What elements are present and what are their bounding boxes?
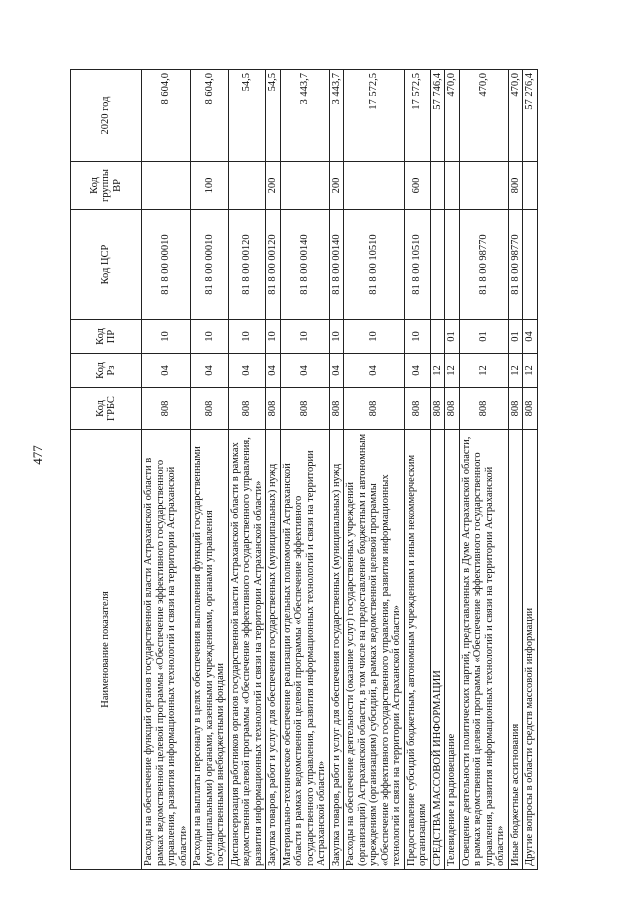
table-cell-rz: 04 — [280, 354, 329, 388]
table-cell-name: Другие вопросы в области средств массовой информации — [523, 430, 538, 870]
table-cell-vr — [523, 162, 538, 210]
table-cell-vr — [430, 162, 445, 210]
table-cell-vr — [142, 162, 191, 210]
table-cell-csr: 81 8 00 00120 — [228, 210, 266, 320]
table-cell-vr — [344, 162, 405, 210]
table-cell-grbs: 808 — [142, 388, 191, 430]
table-row — [523, 70, 538, 870]
table-cell-sum: 470,0 — [445, 70, 460, 162]
table-cell-name: СРЕДСТВА МАССОВОЙ ИНФОРМАЦИИ — [430, 430, 445, 870]
table-row — [344, 70, 405, 870]
table-cell-sum: 57 746,4 — [430, 70, 445, 162]
table-cell-sum: 8 604,0 — [142, 70, 191, 162]
table-cell-grbs: 808 — [508, 388, 523, 430]
table-cell-pr: 01 — [459, 320, 508, 354]
table-cell-rz: 04 — [228, 354, 266, 388]
table-cell-csr: 81 8 00 00010 — [191, 210, 229, 320]
table-cell-rz: 04 — [344, 354, 405, 388]
table-cell-pr: 10 — [404, 320, 430, 354]
table-cell-name: Предоставление субсидий бюджетным, автономным учреждениям и иным некоммерческим организациям — [404, 430, 430, 870]
table-cell-rz: 12 — [430, 354, 445, 388]
budget-table — [70, 69, 538, 870]
table-cell-grbs: 808 — [404, 388, 430, 430]
table-cell-rz: 04 — [266, 354, 281, 388]
table-cell-vr — [459, 162, 508, 210]
table-cell-grbs: 808 — [459, 388, 508, 430]
table-cell-pr: 10 — [329, 320, 344, 354]
table-cell-rz: 04 — [191, 354, 229, 388]
table-cell-grbs: 808 — [445, 388, 460, 430]
table-cell-grbs: 808 — [266, 388, 281, 430]
rotated-table-container — [70, 70, 590, 870]
table-cell-name: Телевидение и радиовещание — [445, 430, 460, 870]
table-cell-sum: 54,5 — [228, 70, 266, 162]
table-row — [445, 70, 460, 870]
table-cell-csr: 81 8 00 00010 — [142, 210, 191, 320]
table-cell-sum: 57 276,4 — [523, 70, 538, 162]
table-cell-sum: 3 443,7 — [329, 70, 344, 162]
table-cell-grbs: 808 — [191, 388, 229, 430]
table-cell-name: Расходы на обеспечение функций органов государственной власти Астраханской области в рамках ведомственной целевой программы «Обеспечение эффективного государственного управления, развития информационных технологий и связи на территории Астраханской области» — [142, 430, 191, 870]
table-row — [508, 70, 523, 870]
table-cell-csr: 81 8 00 10510 — [344, 210, 405, 320]
table-cell-pr: 10 — [142, 320, 191, 354]
table-cell-name: Закупка товаров, работ и услуг для обеспечения государственных (муниципальных) нужд — [266, 430, 281, 870]
table-cell-csr: 81 8 00 00120 — [266, 210, 281, 320]
table-cell-sum: 3 443,7 — [280, 70, 329, 162]
table-cell-rz: 12 — [445, 354, 460, 388]
table-cell-vr: 200 — [329, 162, 344, 210]
table-cell-pr: 10 — [280, 320, 329, 354]
table-row — [430, 70, 445, 870]
table-cell-sum: 8 604,0 — [191, 70, 229, 162]
header-row — [71, 70, 142, 870]
table-cell-vr: 800 — [508, 162, 523, 210]
table-cell-pr: 01 — [445, 320, 460, 354]
table-cell-name: Расходы на выплаты персоналу в целях обеспечения выполнения функций государственными (муниципальными) органами, казенными учреждениями, органами управления государственными внебюджетными фондами — [191, 430, 229, 870]
table-cell-rz: 12 — [459, 354, 508, 388]
table-cell-name: Расходы на обеспечение деятельности (оказание услуг) государственных учреждений (организаций) Астраханской области, в том числе на предоставление бюджетным и автономным учреждениям (организациям) субсидий, в рамках ведомственной целевой программы «Обеспечение эффективного государственного управления, развития информационных технологий и связи на территории Астраханской области» — [344, 430, 405, 870]
table-row — [228, 70, 266, 870]
table-row — [329, 70, 344, 870]
table-cell-pr: 10 — [344, 320, 405, 354]
table-cell-name: Закупка товаров, работ и услуг для обеспечения государственных (муниципальных) нужд — [329, 430, 344, 870]
table-cell-name: Материально-техническое обеспечение реализации отдельных полномочий Астраханской области в рамках ведомственной целевой программы «Обеспечение эффективного государственного управления, развития информационных технологий и связи на территории Астраханской области» — [280, 430, 329, 870]
table-cell-name: Иные бюджетные ассигнования — [508, 430, 523, 870]
table-row — [191, 70, 229, 870]
table-row — [459, 70, 508, 870]
table-cell-sum: 17 572,5 — [344, 70, 405, 162]
header-pr: Код ПР — [71, 320, 142, 354]
table-cell-rz: 04 — [142, 354, 191, 388]
table-cell-vr — [280, 162, 329, 210]
table-cell-pr: 10 — [266, 320, 281, 354]
table-cell-name: Диспансеризация работников органов государственной власти Астраханской области в рамках ведомственной целевой программы «Обеспечение эффективного государственного управления, развития информационных технологий и связи на территории Астраханской области» — [228, 430, 266, 870]
table-cell-sum: 470,0 — [459, 70, 508, 162]
header-name: Наименование показателя — [71, 430, 142, 870]
table-cell-grbs: 808 — [228, 388, 266, 430]
header-grbs: Код ГРБС — [71, 388, 142, 430]
table-cell-pr — [430, 320, 445, 354]
table-cell-pr: 04 — [523, 320, 538, 354]
table-cell-sum: 17 572,5 — [404, 70, 430, 162]
table-cell-grbs: 808 — [344, 388, 405, 430]
table-cell-sum: 54,5 — [266, 70, 281, 162]
table-cell-vr: 200 — [266, 162, 281, 210]
table-cell-name: Освещение деятельности политических партий, представленных в Думе Астраханской области, в рамках ведомственной целевой программы «Обеспечение эффективного государственного управления, развития информационных технологий и связи на территории Астраханской области» — [459, 430, 508, 870]
table-cell-grbs: 808 — [280, 388, 329, 430]
table-cell-rz: 04 — [404, 354, 430, 388]
table-cell-pr: 10 — [228, 320, 266, 354]
table-cell-grbs: 808 — [523, 388, 538, 430]
table-cell-sum: 470,0 — [508, 70, 523, 162]
table-cell-csr: 81 8 00 98770 — [508, 210, 523, 320]
table-row — [142, 70, 191, 870]
table-cell-csr — [523, 210, 538, 320]
table-cell-rz: 12 — [523, 354, 538, 388]
header-csr: Код ЦСР — [71, 210, 142, 320]
table-row — [266, 70, 281, 870]
table-cell-pr: 10 — [191, 320, 229, 354]
table-cell-vr: 600 — [404, 162, 430, 210]
table-cell-csr: 81 8 00 00140 — [329, 210, 344, 320]
table-cell-csr: 81 8 00 10510 — [404, 210, 430, 320]
table-cell-csr: 81 8 00 00140 — [280, 210, 329, 320]
table-cell-csr — [445, 210, 460, 320]
table-row — [404, 70, 430, 870]
header-rz: Код Рз — [71, 354, 142, 388]
table-cell-rz: 12 — [508, 354, 523, 388]
table-cell-csr — [430, 210, 445, 320]
table-row — [280, 70, 329, 870]
table-cell-vr — [228, 162, 266, 210]
table-cell-vr — [445, 162, 460, 210]
table-cell-rz: 04 — [329, 354, 344, 388]
table-cell-csr: 81 8 00 98770 — [459, 210, 508, 320]
page-number: 477 — [30, 445, 45, 465]
table-cell-vr: 100 — [191, 162, 229, 210]
header-vr: Код группы ВР — [71, 162, 142, 210]
table-cell-pr: 01 — [508, 320, 523, 354]
header-year: 2020 год — [71, 70, 142, 162]
table-cell-grbs: 808 — [329, 388, 344, 430]
table-cell-grbs: 808 — [430, 388, 445, 430]
